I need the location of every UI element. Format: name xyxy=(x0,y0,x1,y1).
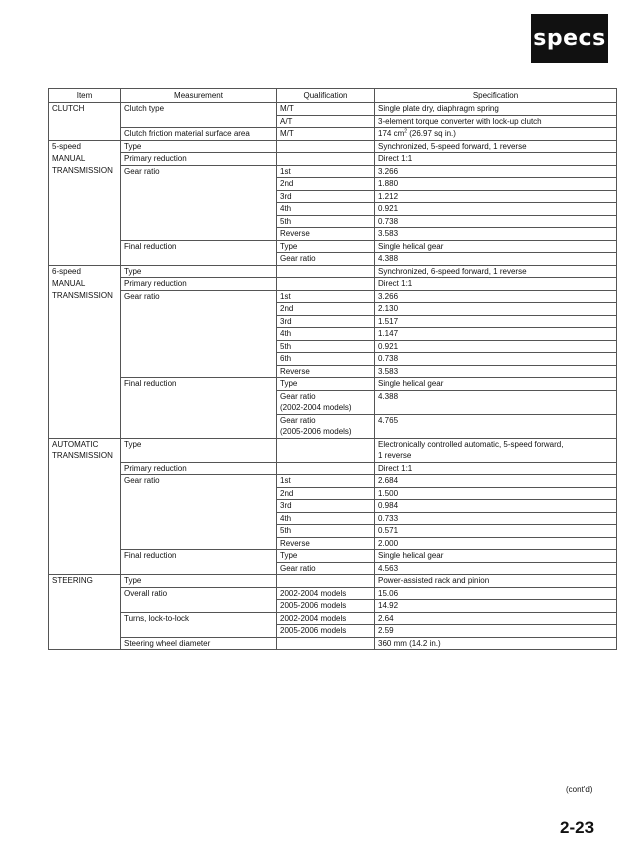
specification-cell: 4.563 xyxy=(375,562,617,575)
item-cell xyxy=(49,328,121,341)
specification-cell: 3-element torque converter with lock-up clutch xyxy=(375,115,617,128)
measurement-cell xyxy=(121,426,277,438)
measurement-cell xyxy=(121,450,277,462)
measurement-cell xyxy=(121,340,277,353)
measurement-cell: Type xyxy=(121,140,277,153)
specification-cell: Single plate dry, diaphragm spring xyxy=(375,103,617,116)
table-row xyxy=(49,462,617,475)
measurement-cell xyxy=(121,253,277,266)
measurement-cell xyxy=(121,512,277,525)
measurement-cell: Gear ratio xyxy=(121,475,277,488)
qualification-cell: M/T xyxy=(277,103,375,116)
qualification-cell xyxy=(277,450,375,462)
item-cell xyxy=(49,402,121,414)
table-row xyxy=(49,278,617,291)
item-cell xyxy=(49,562,121,575)
item-cell xyxy=(49,537,121,550)
specification-cell: 4.388 xyxy=(375,390,617,402)
qualification-cell: 2005-2006 models xyxy=(277,625,375,638)
qualification-cell: Gear ratio xyxy=(277,562,375,575)
table-row xyxy=(49,562,617,575)
measurement-cell xyxy=(121,414,277,426)
qualification-cell: Gear ratio xyxy=(277,414,375,426)
measurement-cell: Primary reduction xyxy=(121,153,277,166)
item-cell: STEERING xyxy=(49,575,121,588)
table-row xyxy=(49,500,617,513)
item-cell: 6-speed xyxy=(49,265,121,278)
table-body xyxy=(49,103,617,650)
specification-cell: Single helical gear xyxy=(375,550,617,563)
specification-cell: Electronically controlled automatic, 5-speed forward, xyxy=(375,438,617,450)
item-cell: MANUAL xyxy=(49,278,121,291)
specification-cell: Single helical gear xyxy=(375,378,617,391)
specification-cell: 0.921 xyxy=(375,203,617,216)
qualification-cell: 3rd xyxy=(277,190,375,203)
measurement-cell xyxy=(121,525,277,538)
item-cell: CLUTCH xyxy=(49,103,121,116)
qualification-cell: 2002-2004 models xyxy=(277,612,375,625)
qualification-cell: 1st xyxy=(277,290,375,303)
item-cell xyxy=(49,426,121,438)
specification-cell: 1.880 xyxy=(375,178,617,191)
measurement-cell xyxy=(121,203,277,216)
measurement-cell xyxy=(121,215,277,228)
measurement-cell xyxy=(121,315,277,328)
item-cell xyxy=(49,340,121,353)
item-cell: TRANSMISSION xyxy=(49,290,121,303)
measurement-cell xyxy=(121,365,277,378)
specification-cell: Direct 1:1 xyxy=(375,462,617,475)
qualification-cell: 1st xyxy=(277,165,375,178)
item-cell xyxy=(49,215,121,228)
measurement-cell: Primary reduction xyxy=(121,278,277,291)
table-row xyxy=(49,178,617,191)
table-row xyxy=(49,253,617,266)
item-cell xyxy=(49,253,121,266)
table-row xyxy=(49,475,617,488)
table-row xyxy=(49,625,617,638)
specification-cell: 3.266 xyxy=(375,290,617,303)
qualification-cell: 2002-2004 models xyxy=(277,587,375,600)
table-row xyxy=(49,537,617,550)
measurement-cell xyxy=(121,500,277,513)
item-cell xyxy=(49,128,121,141)
item-cell: TRANSMISSION xyxy=(49,450,121,462)
qualification-cell: 2nd xyxy=(277,178,375,191)
measurement-cell xyxy=(121,178,277,191)
table-row xyxy=(49,240,617,253)
table-row xyxy=(49,115,617,128)
table-row xyxy=(49,128,617,141)
qualification-cell: 4th xyxy=(277,512,375,525)
specification-cell: Power-assisted rack and pinion xyxy=(375,575,617,588)
measurement-cell: Type xyxy=(121,265,277,278)
measurement-cell: Type xyxy=(121,438,277,450)
qualification-cell: 2nd xyxy=(277,303,375,316)
continued-note: (cont'd) xyxy=(566,785,593,794)
qualification-cell xyxy=(277,278,375,291)
qualification-cell xyxy=(277,265,375,278)
table-row xyxy=(49,612,617,625)
specification-cell: 1.500 xyxy=(375,487,617,500)
item-cell: 5-speed xyxy=(49,140,121,153)
table-header-row xyxy=(49,89,617,103)
qualification-cell xyxy=(277,153,375,166)
measurement-cell xyxy=(121,303,277,316)
item-cell xyxy=(49,625,121,638)
item-cell xyxy=(49,390,121,402)
qualification-cell: Gear ratio xyxy=(277,253,375,266)
specification-cell: Synchronized, 6-speed forward, 1 reverse xyxy=(375,265,617,278)
table-row xyxy=(49,402,617,414)
item-cell xyxy=(49,462,121,475)
table-row xyxy=(49,550,617,563)
specification-cell: 0.738 xyxy=(375,215,617,228)
specification-cell xyxy=(375,426,617,438)
table-row xyxy=(49,340,617,353)
qualification-cell: (2002-2004 models) xyxy=(277,402,375,414)
specification-cell: Direct 1:1 xyxy=(375,153,617,166)
qualification-cell: 3rd xyxy=(277,315,375,328)
header-measurement: Measurement xyxy=(121,89,277,103)
item-cell xyxy=(49,378,121,391)
measurement-cell xyxy=(121,390,277,402)
table-row xyxy=(49,637,617,650)
table-row xyxy=(49,153,617,166)
table-row xyxy=(49,414,617,426)
specification-cell: 2.59 xyxy=(375,625,617,638)
measurement-cell: Gear ratio xyxy=(121,290,277,303)
page-number: 2-23 xyxy=(560,818,595,837)
qualification-cell: Reverse xyxy=(277,537,375,550)
specification-cell: Synchronized, 5-speed forward, 1 reverse xyxy=(375,140,617,153)
item-cell xyxy=(49,115,121,128)
specification-cell: 2.64 xyxy=(375,612,617,625)
item-cell xyxy=(49,612,121,625)
qualification-cell: 5th xyxy=(277,215,375,228)
item-cell xyxy=(49,512,121,525)
measurement-cell xyxy=(121,402,277,414)
measurement-cell xyxy=(121,353,277,366)
specification-cell: Direct 1:1 xyxy=(375,278,617,291)
item-cell: MANUAL xyxy=(49,153,121,166)
specification-cell: 4.765 xyxy=(375,414,617,426)
item-cell: AUTOMATIC xyxy=(49,438,121,450)
item-cell xyxy=(49,303,121,316)
specification-cell xyxy=(375,402,617,414)
qualification-cell: M/T xyxy=(277,128,375,141)
specification-cell: 1.212 xyxy=(375,190,617,203)
qualification-cell: 5th xyxy=(277,525,375,538)
table-row xyxy=(49,215,617,228)
specification-cell: 3.266 xyxy=(375,165,617,178)
table-row xyxy=(49,228,617,241)
specification-cell: 360 mm (14.2 in.) xyxy=(375,637,617,650)
specification-cell: 1.147 xyxy=(375,328,617,341)
specification-cell: 2.130 xyxy=(375,303,617,316)
specification-cell: 0.984 xyxy=(375,500,617,513)
item-cell xyxy=(49,365,121,378)
qualification-cell: A/T xyxy=(277,115,375,128)
item-cell xyxy=(49,500,121,513)
table-row xyxy=(49,353,617,366)
measurement-cell: Clutch friction material surface area xyxy=(121,128,277,141)
qualification-cell: 1st xyxy=(277,475,375,488)
specification-cell: 0.733 xyxy=(375,512,617,525)
item-cell xyxy=(49,240,121,253)
item-cell xyxy=(49,525,121,538)
measurement-cell xyxy=(121,328,277,341)
table-row xyxy=(49,190,617,203)
measurement-cell: Clutch type xyxy=(121,103,277,116)
table-row xyxy=(49,587,617,600)
qualification-cell: Gear ratio xyxy=(277,390,375,402)
table-row xyxy=(49,315,617,328)
specs-badge: specs xyxy=(531,14,608,63)
specification-cell: 4.388 xyxy=(375,253,617,266)
qualification-cell xyxy=(277,438,375,450)
measurement-cell: Final reduction xyxy=(121,240,277,253)
table-row xyxy=(49,525,617,538)
specification-cell: 174 $cm^2$ (26.97 sq in.) xyxy=(375,128,617,141)
measurement-cell: Gear ratio xyxy=(121,165,277,178)
measurement-cell: Primary reduction xyxy=(121,462,277,475)
qualification-cell: 4th xyxy=(277,203,375,216)
item-cell xyxy=(49,414,121,426)
measurement-cell: Steering wheel diameter xyxy=(121,637,277,650)
qualification-cell xyxy=(277,462,375,475)
measurement-cell: Overall ratio xyxy=(121,587,277,600)
measurement-cell xyxy=(121,487,277,500)
qualification-cell: 6th xyxy=(277,353,375,366)
specification-cell: 1 reverse xyxy=(375,450,617,462)
item-cell xyxy=(49,587,121,600)
qualification-cell: 2005-2006 models xyxy=(277,600,375,613)
item-cell xyxy=(49,178,121,191)
item-cell xyxy=(49,550,121,563)
measurement-cell xyxy=(121,625,277,638)
specification-cell: 3.583 xyxy=(375,228,617,241)
qualification-cell xyxy=(277,637,375,650)
item-cell xyxy=(49,315,121,328)
specification-cell: Single helical gear xyxy=(375,240,617,253)
item-cell xyxy=(49,353,121,366)
header-specification: Specification xyxy=(375,89,617,103)
table-row xyxy=(49,512,617,525)
item-cell xyxy=(49,487,121,500)
measurement-cell: Turns, lock-to-lock xyxy=(121,612,277,625)
measurement-cell xyxy=(121,537,277,550)
qualification-cell: Type xyxy=(277,240,375,253)
table-row xyxy=(49,140,617,153)
table-row xyxy=(49,203,617,216)
table-row xyxy=(49,426,617,438)
specification-cell: 3.583 xyxy=(375,365,617,378)
qualification-cell xyxy=(277,575,375,588)
table-row xyxy=(49,600,617,613)
table-row xyxy=(49,487,617,500)
specification-cell: 0.738 xyxy=(375,353,617,366)
item-cell xyxy=(49,475,121,488)
table-row xyxy=(49,378,617,391)
qualification-cell: Type xyxy=(277,378,375,391)
table-row xyxy=(49,265,617,278)
item-cell xyxy=(49,637,121,650)
table-row xyxy=(49,575,617,588)
measurement-cell: Type xyxy=(121,575,277,588)
specification-cell: 14.92 xyxy=(375,600,617,613)
specification-cell: 0.571 xyxy=(375,525,617,538)
item-cell xyxy=(49,203,121,216)
measurement-cell xyxy=(121,562,277,575)
qualification-cell: Type xyxy=(277,550,375,563)
qualification-cell xyxy=(277,140,375,153)
qualification-cell: Reverse xyxy=(277,228,375,241)
qualification-cell: 4th xyxy=(277,328,375,341)
measurement-cell: Final reduction xyxy=(121,550,277,563)
measurement-cell: Final reduction xyxy=(121,378,277,391)
qualification-cell: (2005-2006 models) xyxy=(277,426,375,438)
table-row xyxy=(49,390,617,402)
item-cell xyxy=(49,600,121,613)
table-row xyxy=(49,303,617,316)
table-row xyxy=(49,438,617,450)
qualification-cell: Reverse xyxy=(277,365,375,378)
measurement-cell xyxy=(121,600,277,613)
table-row xyxy=(49,450,617,462)
measurement-cell xyxy=(121,190,277,203)
specification-cell: 2.684 xyxy=(375,475,617,488)
item-cell: TRANSMISSION xyxy=(49,165,121,178)
measurement-cell xyxy=(121,115,277,128)
qualification-cell: 5th xyxy=(277,340,375,353)
header-qualification: Qualification xyxy=(277,89,375,103)
qualification-cell: 2nd xyxy=(277,487,375,500)
table-row xyxy=(49,165,617,178)
specification-cell: 2.000 xyxy=(375,537,617,550)
measurement-cell xyxy=(121,228,277,241)
table-row xyxy=(49,328,617,341)
header-item: Item xyxy=(49,89,121,103)
item-cell xyxy=(49,228,121,241)
specification-cell: 1.517 xyxy=(375,315,617,328)
specs-table xyxy=(48,88,617,650)
table-row xyxy=(49,365,617,378)
qualification-cell: 3rd xyxy=(277,500,375,513)
specification-cell: 15.06 xyxy=(375,587,617,600)
table-row xyxy=(49,290,617,303)
table-row xyxy=(49,103,617,116)
specification-cell: 0.921 xyxy=(375,340,617,353)
item-cell xyxy=(49,190,121,203)
